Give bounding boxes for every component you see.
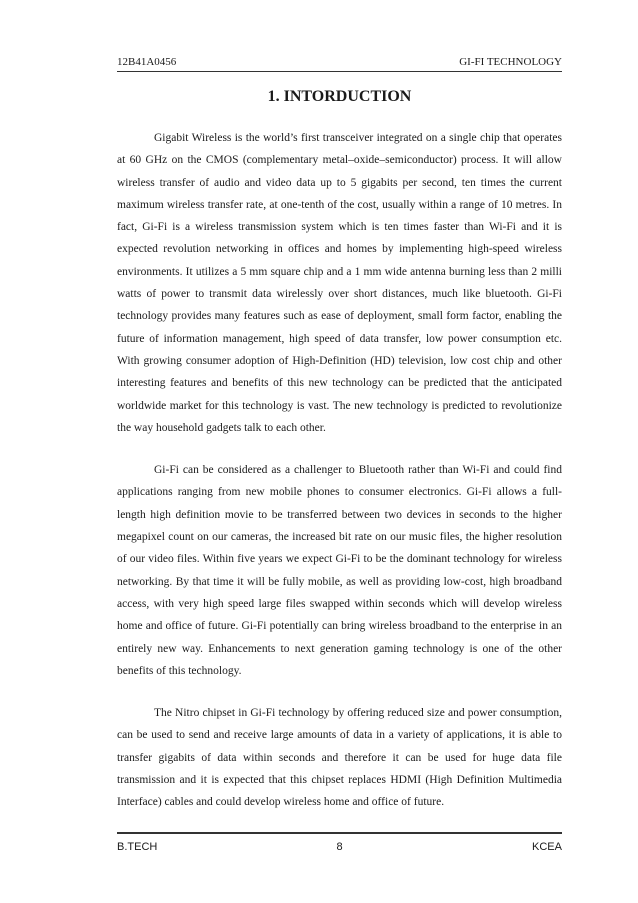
page-title: 1. INTORDUCTION	[267, 88, 412, 105]
paragraph-1: Gigabit Wireless is the world’s first transceiver integrated on a single chip that operates at 60 GHz on the CMOS (complementary metal–oxide–semiconductor) process. It will allow wireless transfer of audio and video data up to 5 gigabits per second, ten times the current maximum wireless transfer rate, at one-tenth of the cost, usually within a range of 10 metres. In fact, Gi-Fi is a wireless transmission system which is ten times faster than Wi-Fi and it is expected revolution networking in offices and homes by implementing high-speed wireless environments. It utilizes a 5 mm square chip and a 1 mm wide antenna burning less than 2 milli watts of power to transmit data wirelessly over short distances, much like bluetooth. Gi-Fi technology provides many features such as ease of deployment, small form factor, enabling the future of information management, high speed of data transfer, low power consumption etc. With growing consumer adoption of High-Definition (HD) television, low cost chip and other interesting features and benefits of this new technology can be predicted that the anticipated worldwide market for this technology is vast. The new technology is predicted to revolutionize the way household gadgets talk to each other.	[117, 132, 562, 434]
header-topic: GI-FI TECHNOLOGY	[459, 56, 562, 68]
paragraph-2: Gi-Fi can be considered as a challenger to Bluetooth rather than Wi-Fi and could find applications ranging from new mobile phones to consumer electronics. Gi-Fi allows a full-length high definition movie to be transferred between two devices in seconds to the higher megapixel count on our cameras, the increased bit rate on our music files, the higher resolution of our video files. Within five years we expect Gi-Fi to be the dominant technology for wireless networking. By that time it will be fully mobile, as well as providing low-cost, high broadband access, with very high speed large files swapped within seconds which will develop wireless home and office of future. Gi-Fi potentially can bring wireless broadband to the enterprise in an entirely new way. Enhancements to next generation gaming technology is one of the other benefits of this technology.	[117, 464, 562, 677]
header-roll-number: 12B41A0456	[117, 56, 177, 68]
page-footer	[117, 832, 562, 854]
page-header	[117, 54, 562, 72]
page-number: 8	[336, 841, 343, 853]
footer-college: KCEA	[532, 841, 562, 853]
footer-degree: B.TECH	[117, 841, 158, 853]
paragraph-3: The Nitro chipset in Gi-Fi technology by offering reduced size and power consumption, can be used to send and receive large amounts of data in a variety of applications, it is able to transfer gigabits of data within seconds and therefore it can be used for huge data file transmission and it is expected that this chipset replaces HDMI (High Definition Multimedia Interface) cables and could develop wireless home and office of future.	[117, 707, 562, 809]
body-text	[117, 127, 562, 834]
